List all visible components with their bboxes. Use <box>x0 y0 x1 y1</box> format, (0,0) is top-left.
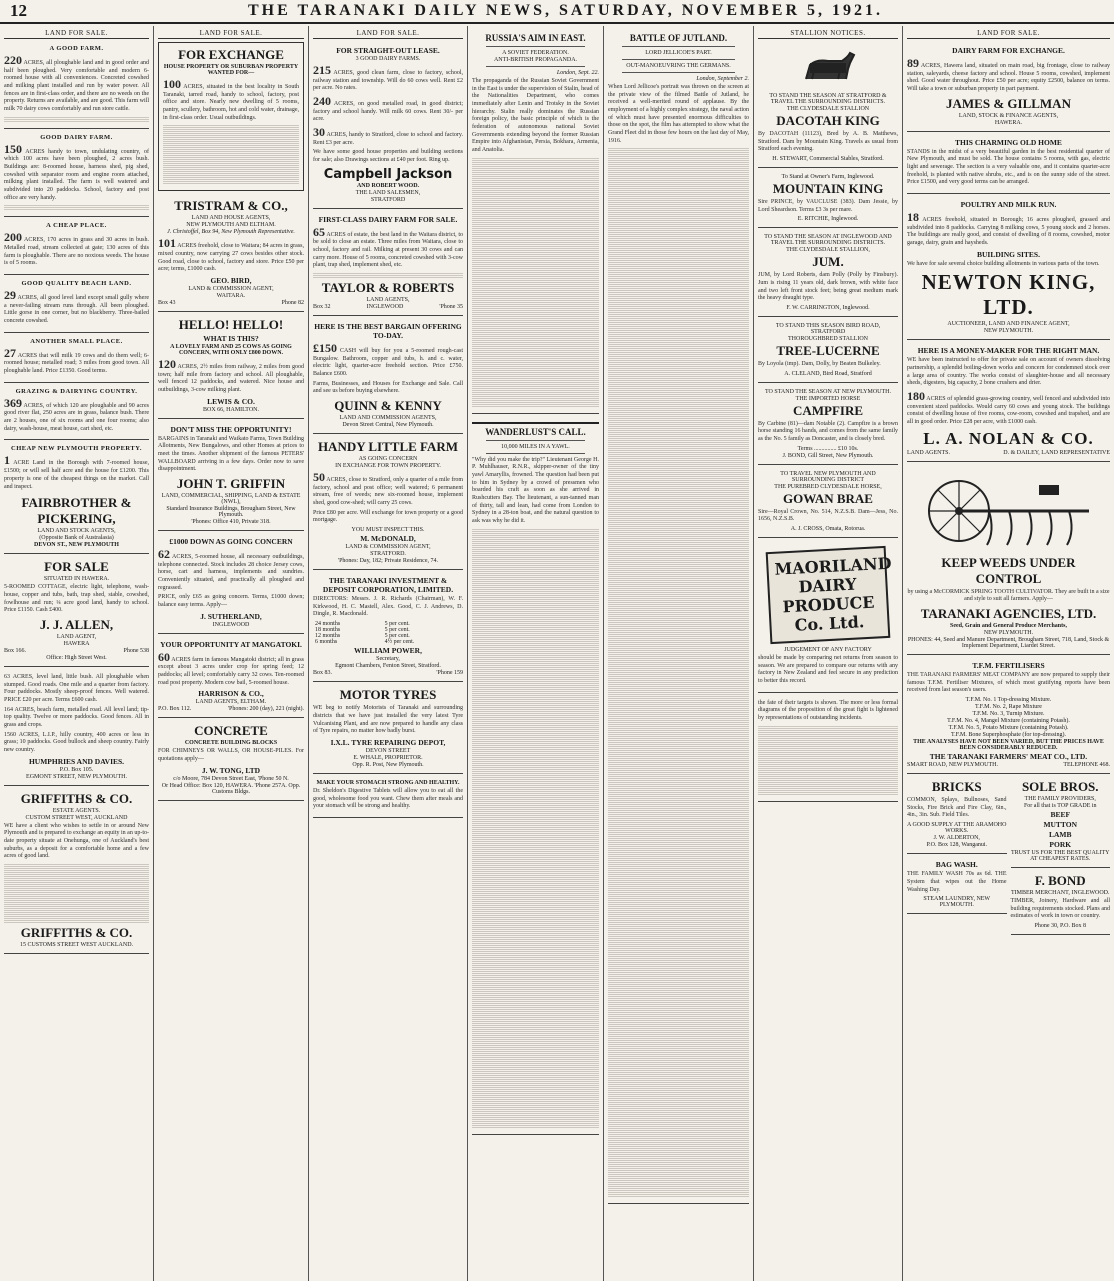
ad-investment: THE TARANAKI INVESTMENT & DEPOSIT CORPORATION, LIMITED. DIRECTORS: Messrs. J. R. Richards (Chairman), W. F. Kirkwood, H. C. Mastell, Alex. Good, C. J. Andrews, D. Dingle, R. Macdonald. 24 months 5 per cent. 18 months 5 per cent. 12 months 5 per cent. 6 months 4½ per cent. WILLIAM POWER, Secretary, Egmont Chambers, Fenton Street, Stratford. Box 83. 'Phone 159 <box>313 572 463 682</box>
maoriland-logo: MAORILAND DAIRY PRODUCE Co. Ltd. <box>766 546 891 644</box>
agent-name: THE TARANAKI FARMERS' MEAT CO., LTD. <box>929 752 1088 762</box>
column-heading: LAND FOR SALE. <box>158 29 304 39</box>
agent-name: JAMES & GILLMAN <box>946 95 1071 111</box>
rate-row: 12 months 5 per cent. <box>315 633 410 640</box>
ad-farms-list: 63 ACRES, level land, little bush. All ploughable when stumped. Good roads. One mile and a quarter from factory. Four paddocks. Mostly sheep-proof fences. Well watered. PRICE £20 per acre. Terms £600 cash. 164 ACRES, beach farm, metalled road. All level land; tip-top quality. Twelve or more paddocks. Good fences. All in grass and crops. 1560 ACRES, L.I.P., hilly country, 400 acres or less in grass; 10 paddocks. Good bullock and sheep country. Fairly new country. HUMPHRIES AND DAVIES. P.O. Box 105. EGMONT STREET, NEW PLYMOUTH. <box>4 669 149 786</box>
agent-name: M. McDONALD, <box>360 534 416 544</box>
ad-bricks: BRICKS COMMON, Splays, Bullnoses, Sand Stocks, Fire Brick and Fire Clay, 6in., 4in., 3in. Sub. Field Tiles. A GOOD SUPPLY AT THE ARAMOHO WORKS. J. W. ALDERTON, P.O. Box 128, Wanganui. <box>907 776 1007 854</box>
article-jutland: BATTLE OF JUTLAND. LORD JELLICOE'S PART. OUT-MANOEUVRING THE GERMANS. London, September 2. When Lord Jellicoe's portrait was thrown on the screen at the private view of the filmed Battle of Jutland, he received a well-merited round of applause. By the employment of a highly complex strategy, the naval action of which must have presented enormous difficulties to those on the spot, the film has attempted to show what the Grand Fleet did in those few hours on the last day of May, 1916. <box>608 29 749 1204</box>
ad-small-place: ANOTHER SMALL PLACE. 27 ACRES that will milk 19 cows and do them well; 6-roomed house; metalled road; 3 miles from good town. All ploughable land. Price £1350. Good terms. <box>4 335 149 383</box>
ad-good-dairy-farm: GOOD DAIRY FARM. 150 ACRES handy to town, undulating country, of which 100 acres have been ploughed, 2 acres bush. Buildings are: 8-roomed house, harness shed, pig shed, cowshed with separator room and engine room attached, milking plant installed. The farm is well watered and subdivided into 20 paddocks. School, factory and post office are very handy. <box>4 131 149 218</box>
ad-cheap-new-plymouth: CHEAP NEW PLYMOUTH PROPERTY. 1 ACRE Land in the Borough with 7-roomed house, £1500; or will sell half acre and the house for £1200. This property is one of the cheapest things on the market. Call and inspect. FAIRBROTHER & PICKERING, LAND AND STOCK AGENTS, (Opposite Bank of Australasia) DEVON ST., NEW PLYMOUTH <box>4 442 149 554</box>
ad-tree-lucerne: TO STAND THIS SEASON BIRD ROAD, STRATFORD THOROUGHBRED STALLION TREE-LUCERNE By Loyola (imp). Dam, Dolly, by Beaten Bulkeley. A. CLELAND, Bird Road, Stratford <box>758 319 898 383</box>
agent-name: TRISTRAM & CO., <box>174 198 288 214</box>
list-item: BEEF <box>1050 810 1071 820</box>
list-item: T.F.M. No. 1 Top-dressing Mixture. <box>965 697 1052 704</box>
agent-name: JOHN T. GRIFFIN <box>176 476 286 492</box>
ad-concrete: CONCRETE CONCRETE BUILDING BLOCKS FOR CHIMNEYS OR WALLS, OR HOUSE-PILES. For quotations apply— J. W. TONG, LTD c/o Moore, 784 Devon Street East, 'Phone 50 N. Or Head Office: Box 120, HAWERA. 'Phone 257A. Opp. Customs Bldgs. <box>158 720 304 800</box>
agent-name: J. W. TONG, LTD <box>201 765 261 775</box>
article-continued: the fate of their targets is shown. The more or less formal diagrams of the proposition of the great fight is lightened by representations of outstanding incidents. <box>758 695 898 802</box>
agent-name: LEWIS & CO. <box>207 396 255 406</box>
rates-table <box>313 621 463 645</box>
column-4 <box>468 26 604 1281</box>
ad-stomach: MAKE YOUR STOMACH STRONG AND HEALTHY. Dr. Sheldon's Digestive Tablets will allow you to eat all the good, wholesome food you want. Chew them after meals and your stomach will be strong and healthy. <box>313 776 463 818</box>
column-6 <box>754 26 903 1281</box>
cultivator-illustration <box>907 471 1110 551</box>
fertiliser-list <box>907 697 1110 738</box>
agent-name: J. SUTHERLAND, <box>200 611 262 621</box>
column-heading: LAND FOR SALE. <box>313 29 463 39</box>
bottom-ads <box>907 776 1110 937</box>
ad-sole-bros: SOLE BROS. THE FAMILY PROVIDERS, For all that is TOP GRADE in BEEF MUTTON LAMB PORK TRUST US FOR THE BEST QUALITY AT CHEAPEST RATES. <box>1011 776 1111 868</box>
list-item: T.F.M. No. 4, Mangel Mixture (containing Potash). <box>947 718 1070 725</box>
ad-for-exchange: FOR EXCHANGE HOUSE PROPERTY OR SUBURBAN PROPERTY WANTED FOR— 100 ACRES, situated in the best locality in South Taranaki, tarred road, handy to school, factory, post office and store. Nearly new dwelling of 5 rooms, pantry, scullery, bathroom, hot and cold water, drainage, in first-class order. Usual outbuildings. <box>158 42 304 191</box>
ad-beach-land: GOOD QUALITY BEACH LAND. 29 ACRES, all good level land except small gully where a never-failing stream runs through. All been ploughed. Little gorse in one corner, but no blackberry. Three-bailed concrete cowshed. <box>4 277 149 333</box>
horse-illustration <box>758 49 898 89</box>
ad-mountain-king: To Stand at Owner's Farm, Inglewood. MOUNTAIN KING Sire PRINCE, by VAUCLUSE (383). Dam Jessie, by Lord Sheardson. Terms £3 3s per mare. E. RITCHIE, Inglewood. <box>758 170 898 228</box>
rate-row: 6 months 4½ per cent. <box>315 639 415 646</box>
ad-for-sale-hawera: FOR SALE SITUATED IN HAWERA. 5-ROOMED COTTAGE, electric light, telephone, wash-house, copper and tubs, bath, trap shed, stable, cowshed, fowlhouse and run; ¼ acre good land, handy to school. Price £1150. Cash £400. J. J. ALLEN, LAND AGENT, HAWERA Box 166. Phone 538 Office: High Street West. <box>4 556 149 667</box>
column-2 <box>154 26 309 1281</box>
article-headline: RUSSIA'S AIM IN EAST. <box>485 33 586 43</box>
column-heading: LAND FOR SALE. <box>907 29 1110 39</box>
ad-bag-wash: BAG WASH. THE FAMILY WASH 70s as 6d. THE System that wipes out the Home Washing Day. STEAM LAUNDRY, NEW PLYMOUTH. <box>907 856 1007 914</box>
page-number: 12 <box>10 1 27 20</box>
agent-name: NEWTON KING, LTD. <box>921 270 1096 320</box>
agent-name: QUINN & KENNY <box>334 398 442 414</box>
column-5 <box>604 26 754 1281</box>
ad-hello: HELLO! HELLO! WHAT IS THIS? A LOVELY FARM AND 25 COWS AS GOING CONCERN, WITH ONLY £800 DOWN. 120 ACRES, 2½ miles from railway, 2 miles from good town; half mile from factory and school. All ploughable, well fenced 12 paddocks, and watered. Nice house and outbuildings, 3-cow milking plant. LEWIS & CO. BOX 66, HAMILTON. <box>158 314 304 419</box>
masthead <box>0 0 1114 24</box>
agent-name: L. A. NOLAN & CO. <box>923 428 1094 448</box>
ad-dacotah-king: TO STAND THE SEASON AT STRATFORD & TRAVEL THE SURROUNDING DISTRICTS. THE CLYDESDALE STALLION DACOTAH KING By DACOTAH (11123), Bred by A. B. Matthews, Stratford. Dam by Mountain King. Travels as usual from Stratford each evening. H. STEWART, Commercial Stables, Stratford. <box>758 42 898 168</box>
ad-fertilisers: T.F.M. FERTILISERS THE TARANAKI FARMERS' MEAT COMPANY are now prepared to supply their famous T.F.M. Fertiliser Mixtures, of which most gratifying reports have been received from last season's users. T.F.M. No. 1 Top-dressing Mixture. T.F.M. No. 2, Rape Mixture T.F.M. No. 3, Turnip Mixture. T.F.M. No. 4, Mangel Mixture (containing Potash). T.F.M. No. 5, Potato Mixture (containing Potash). T.F.M. Bone Superphosphate (for top-dressing). THE ANALYSES HAVE NOT BEEN VARIED, BUT THE PRICES HAVE BEEN CONSIDERABLY REDUCED. THE TARANAKI FARMERS' MEAT CO., LTD. SMART ROAD, NEW PLYMOUTH. TELEPHONE 468. <box>907 657 1110 774</box>
list-item: LAMB <box>1049 830 1072 840</box>
list-item: T.F.M. No. 2, Rape Mixture <box>975 704 1042 711</box>
ad-charming-home: THIS CHARMING OLD HOME STANDS in the midst of a very beautiful garden in the best residential quarter of New Plymouth, and must be sold. The house contains 5 rooms, with gas, electric light and sewerage. The section is a very valuable one, and it contains quarter-acre freehold, is planted with native shrubs, etc., and is on the sunny side of the street. Price £1500, and very good terms can be arranged. <box>907 134 1110 194</box>
rate-row: 18 months 5 per cent. <box>315 627 410 634</box>
column-heading: LAND FOR SALE. <box>4 29 149 39</box>
agent-name: GRIFFITHS & CO. <box>20 790 133 806</box>
article-russia: RUSSIA'S AIM IN EAST. A SOVIET FEDERATION. ANTI-BRITISH PROPAGANDA. London, Sept. 22. The propaganda of the Russian Soviet Government in the East is under the supervision of Stalin, head of the Nationalities Department, who comes immediately after Lenin and Trotsky in the Soviet hierarchy. Stalin really dominates the Russian foreign policy, the basic principle of which is the federation of autonomous national Soviet Governments extending beyond the former Russian Empire into Afghanistan, Persia, Bokhara, Armenia, and Anatolia. <box>472 29 599 414</box>
ad-straight-out-lease: FOR STRAIGHT-OUT LEASE. 3 GOOD DAIRY FARMS. 215 ACRES, good clean farm, close to factory, school, railway station and township. Will do 60 cows well. Rent £2 per acre. No rates. 240 ACRES, on good metalled road, in good district; factory and school handy. Will milk 60 cows. Rent 30/- per acre. 30 ACRES, handy to Stratford, close to school and factory. Rent £3 per acre. We have some good house properties and building sections for sale; also Drawings sections at £40 per foot. Ring up. Campbell Jackson AND ROBERT WOOD. THE LAND SALESMEN, STRATFORD <box>313 42 463 209</box>
ad-gowan-brae: TO TRAVEL NEW PLYMOUTH AND SURROUNDING DISTRICT THE PUREBRED CLYDESDALE HORSE, GOWAN BRAE Sire—Royal Crown, No. 514, N.Z.S.B. Dam—Jess, No. 1656, N.Z.S.B. A. J. CROSS, Omata, Rotorua. <box>758 467 898 538</box>
ad-dont-miss: DON'T MISS THE OPPORTUNITY! BARGAINS in Taranaki and Waikato Farms, Town Building Allotments, New Bungalows, and other Homes at prices to meet the times. Another shipment of the famous PETERS' WALLBOARD arriving in a few days. Order now to save disappointment. JOHN T. GRIFFIN LAND, COMMERCIAL, SHIPPING, LAND & ESTATE (NWL), Standard Insurance Buildings, Brougham Street, New Plymouth. 'Phones: Office 410, Private 318. <box>158 421 304 531</box>
list-item: T.F.M. No. 3, Turnip Mixture. <box>972 711 1045 718</box>
ad-poultry: POULTRY AND MILK RUN. 18 ACRES freehold, situated in Borough; 16 acres ploughed, grassed and subdivided into 8 paddocks. Carrying 8 milking cows, 5 young stock and 2 horses. The buildings are really good, and consist of dwelling of 8 rooms, cowshed, motor garage, dairy, grain and haysheds. BUILDING SITES. We have for sale several choice building allotments in various parts of the town. NEWTON KING, LTD. AUCTIONEER, LAND AND FINANCE AGENT, NEW PLYMOUTH. <box>907 196 1110 340</box>
ad-bond: F. BOND TIMBER MERCHANT, INGLEWOOD. TIMBER, Joinery, Hardware and all building requirements stocked. Plans and estimates of work in town or country. Phone 30, P.O. Box 8 <box>1011 870 1111 935</box>
ad-mangatoki: YOUR OPPORTUNITY AT MANGATOKI. 60 ACRES farm in famous Mangatoki district; all in grass except about 3 acres under crop for spring feed; 12 paddocks; all level; comfortably carry 32 cows. Ten-roomed road post property. Modern cow bail, 5-roomed house. HARRISON & CO., LAND AGENTS, ELTHAM. P.O. Box 112. 'Phones: 200 (day), 221 (night). <box>158 636 304 719</box>
ad-griffiths: GRIFFITHS & CO. ESTATE AGENTS. CUSTOM STREET WEST, AUCKLAND WE have a client who wishes to settle in or around New Plymouth and is prepared to exchange an equity in an up-to-date property situate at Onehunga, one of Auckland's best suburbs, as a deposit for a comfortable home and a few acres of good land. GRIFFITHS & CO. 15 CUSTOMS STREET WEST AUCKLAND. <box>4 788 149 954</box>
agent-name: HUMPHRIES AND DAVIES. <box>28 756 125 766</box>
agent-name: I.X.L. TYRE REPAIRING DEPOT, <box>330 737 446 747</box>
agent-name: Campbell Jackson <box>323 166 453 182</box>
agent-name: FAIRBROTHER & PICKERING, <box>21 495 132 527</box>
list-item: PORK <box>1049 840 1072 850</box>
meat-list <box>1011 810 1111 849</box>
agent-name: GEO. BIRD, <box>210 276 252 286</box>
masthead-title: THE TARANAKI DAILY NEWS, SATURDAY, NOVEMBER 5, 1921. <box>247 2 884 19</box>
ad-handy-farm: HANDY LITTLE FARM AS GOING CONCERN IN EXCHANGE FOR TOWN PROPERTY. 50 ACRES, close to Stratford, only a quarter of a mile from factory, school and post office; well watered; 6 permanent stream, free of weeds; new six-roomed house, implement shed, good cow-shed; will carry 25 cows. Price £80 per acre. Will exchange for town property or a good mortgage. YOU MUST INSPECT THIS. M. McDONALD, LAND & COMMISSION AGENT, STRATFORD. 'Phones: Day, 182; Private Residence, 74. <box>313 436 463 570</box>
ad-right-man: HERE IS A MONEY-MAKER FOR THE RIGHT MAN. WE have been instructed to offer for private sale on account of owners dissolving partnership, a splendid boiling-down works and concern for condemned stock over a large area of country. The works consist of slaughter-house and all necessary sheds, digesters, big capacity, 2 bone crushers and drier. 180 ACRES of splendid grass-growing country, well fenced and subdivided into convenient sized paddocks. Would carry 60 cows and young stock. The buildings consist of dwelling house of five rooms, cow-room, cowshed and trapshed, and are all in good order. Price £28 per acre, with £1000 cash. L. A. NOLAN & CO. LAND AGENTS. D. & DAILEY, LAND REPRESENTATIVE <box>907 342 1110 461</box>
list-item: MUTTON <box>1043 820 1078 830</box>
column-3 <box>309 26 468 1281</box>
article-headline: WANDERLUST'S CALL. <box>485 426 586 437</box>
article-headline: BATTLE OF JUTLAND. <box>629 33 728 43</box>
ad-weeds: KEEP WEEDS UNDER CONTROL by using a McCORMICK SPRING TOOTH CULTIVATOR. They are built in a size and style to suit all farmers. Apply— TARANAKI AGENCIES, LTD. Seed, Grain and General Produce Merchants, NEW PLYMOUTH. PHONES: 44, Seed and Manure Department, Brougham Street, 718, Land, Stock & Implement Department, Liardet Street. <box>907 464 1110 655</box>
agent-name: HARRISON & CO., <box>198 689 264 699</box>
ad-bargain: HERE IS THE BEST BARGAIN OFFERING TO-DAY. £150 CASH will buy for you a 5-roomed rough-cast Bungalow. Bathroom, copper and tubs, h. and c. water, electric light, quarter-acre freehold section. Price £750. Balance £600. Farms, Businesses, and Houses for Exchange and Sale. Call and see us before buying elsewhere. QUINN & KENNY LAND AND COMMISSION AGENTS, Devon Street Central, New Plymouth. <box>313 318 463 434</box>
column-1 <box>0 26 154 1281</box>
agent-name: J. J. ALLEN, <box>39 616 114 632</box>
ad-good-farm: A GOOD FARM. 220 ACRES, all ploughable land and in good order and half been ploughed. Very comfortable and modern 6-roomed house with all conveniences. Concreted cowshed and milking plant installed and run by water power. All fences are in first-class order, and there are no weeds on the property. Returns are available, and are good. This farm will milk 70 dairy cows comfortably and run store cattle. <box>4 42 149 129</box>
rate-row: 24 months 5 per cent. <box>315 621 410 628</box>
ad-motor-tyres: MOTOR TYRES WE beg to notify Motorists of Taranaki and surrounding districts that we have just installed the very latest Tyre Vulcanising Plant, and are now prepared to handle any class of Tyre repairs, no matter how badly burst. I.X.L. TYRE REPAIRING DEPOT, DEVON STREET E. WHALE, PROPRIETOR. Opp. R. Post, New Plymouth. <box>313 684 463 774</box>
ad-dairy-exchange: DAIRY FARM FOR EXCHANGE. 89 ACRES, Hawera land, situated on main road, big frontage, close to railway station, saleyards, cheese factory and school. House 5 rooms, cowshed, implement shed. Good water throughout. Price £50 per acre; equity £2500, balance on terms. Will take a town or suburban property in part payment. JAMES & GILLMAN LAND, STOCK & FINANCE AGENTS, HAWERA. <box>907 42 1110 132</box>
ad-tristram: TRISTRAM & CO., LAND AND HOUSE AGENTS, NEW PLYMOUTH AND ELTHAM. J. Christoffel, Box 94, New Plymouth Representative. 101 ACRES freehold, close to Waitara; 84 acres in grass, mixed country, now carrying 27 cows besides other stock. Good road, close to school, factory and store. Price £50 per acre; terms, £1000 cash. GEO. BIRD, LAND & COMMISSION AGENT, WAITARA. Box 43 Phone 82 <box>158 195 304 312</box>
ad-maoriland: MAORILAND DAIRY PRODUCE Co. Ltd. JUDGEMENT OF ANY FACTORY should be made by comparing net returns from season to season. We are prepared to compare our returns with any factory in New Zealand and feel secure in any prediction to better this record. <box>758 540 898 693</box>
agent-name: TAYLOR & ROBERTS <box>321 280 455 296</box>
ad-campfire: TO STAND THE SEASON AT NEW PLYMOUTH. THE IMPORTED HORSE CAMPFIRE By Carbine (81)—dam Notable (2). Campfire is a brown horse standing 16 hands, and comes from the same family as the No. 5 family as Doncaster, and is closely bred. Terms ............... £10 10s. J. BOND, Gill Street, New Plymouth. <box>758 385 898 465</box>
column-heading: STALLION NOTICES. <box>758 29 898 39</box>
ad-thousand-down: £1000 DOWN AS GOING CONCERN 62 ACRES, 5-roomed house, all necessary outbuildings, telephone connected. Stock includes 28 choice Jersey cows, horse, cart and harness, implements and sundries. Conveniently situated, and practically all ploughed and regrassed. PRICE, only £65 as going concern. Terms, £1000 down; balance easy terms. Apply— J. SUTHERLAND, INGLEWOOD <box>158 533 304 634</box>
ad-jum: TO STAND THE SEASON AT INGLEWOOD AND TRAVEL THE SURROUNDING DISTRICTS. THE CLYDESDALE STALLION, JUM. JUM, by Lord Roberts, dam Polly (Polly by Finsbury). Jum is rising 11 years old, dark brown, with white face and two left front stock feet; being great medium mark the heavy draught type. F. W. CARRINGTON, Inglewood. <box>758 230 898 317</box>
list-item: T.F.M. No. 5, Potato Mixture (containing Potash). <box>948 725 1069 732</box>
ad-cheap-place: A CHEAP PLACE. 200 ACRES, 170 acres in grass and 30 acres in bush. Metalled road, stream collected at gate; 130 acres of this farm is ploughable. There are no noxious weeds. The house is of 5 rooms. <box>4 219 149 275</box>
list-item: T.F.M. Bone Superphosphate (for top-dressing). <box>950 732 1067 739</box>
agent-name: TARANAKI AGENCIES, LTD. <box>920 606 1097 622</box>
article-wanderlust: WANDERLUST'S CALL. 10,000 MILES IN A YAWL. "Why did you make the trip?" Lieutenant George H. P. Muhlhauser, R.N.R., skipper-owner of the tiny yawl Amaryllis, frowned. The question had been put to him in Sydney by a crowd of pressmen who boarded his craft as soon as she arrived in Rushcutters Bay. The lieutenant, a sun-tanned man of thirty, tall and lean, had come from London to Sydney in a 28-ton boat, and the natural question to ask was why he did it. <box>472 416 599 1135</box>
column-7 <box>903 26 1114 1281</box>
ad-first-class: FIRST-CLASS DAIRY FARM FOR SALE. 65 ACRES of estate, the best land in the Waitara district, to be sold to close an estate. Three miles from Waitara, close to school, factory and rail. Milking at present 30 cows and can carry more. House of 5 rooms, concreted cowshed with 3-cow plant, trap shed, implement shed, etc. TAYLOR & ROBERTS LAND AGENTS, Box 32 INGLEWOOD 'Phone 35 <box>313 211 463 316</box>
columns <box>0 26 1114 1281</box>
ad-grazing: GRAZING & DAIRYING COUNTRY. 369 ACRES, of which 120 are ploughable and 90 acres good river flat, 250 acres are in grass, balance bush. There are 2 houses, one of six rooms and one four rooms; also dairy, wash-house, meat house, cart shed, etc. <box>4 385 149 441</box>
agent-name: WILLIAM POWER, <box>354 646 422 656</box>
